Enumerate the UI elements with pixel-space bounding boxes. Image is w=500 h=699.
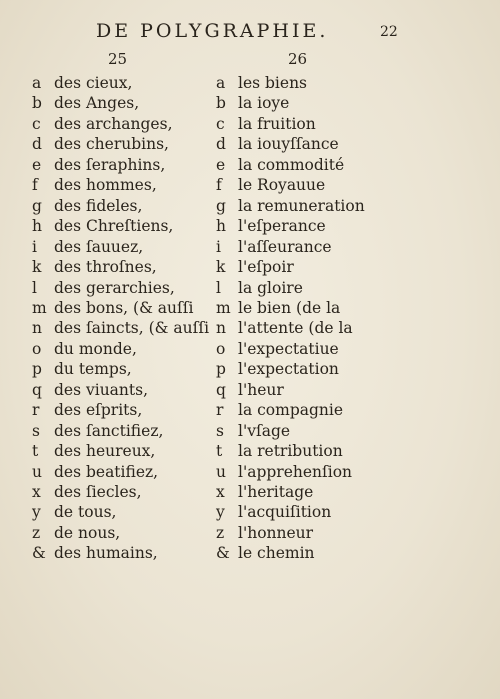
left-letter: x xyxy=(32,483,41,501)
left-letter: g xyxy=(32,196,42,215)
table-row xyxy=(0,155,500,175)
right-letter: n xyxy=(216,319,226,338)
left-letter: n xyxy=(32,319,42,338)
table-row xyxy=(0,114,500,134)
right-text: la iouyſſance xyxy=(238,135,339,154)
left-letter: o xyxy=(32,339,42,358)
table-row xyxy=(0,482,500,502)
left-text: des gerarchies, xyxy=(54,278,175,297)
right-letter: & xyxy=(216,544,230,563)
table-row xyxy=(0,298,500,318)
table-row xyxy=(0,380,500,400)
right-text: la commodité xyxy=(238,155,345,174)
left-text: des heureux, xyxy=(54,442,156,461)
right-letter: b xyxy=(216,94,226,113)
table-row xyxy=(0,441,500,461)
left-text: des ſaincts, (& auſſi xyxy=(54,319,210,338)
right-text: l'honneur xyxy=(238,523,314,542)
right-text: la remuneration xyxy=(238,196,365,215)
left-letter: & xyxy=(32,544,46,563)
left-letter: h xyxy=(32,217,42,236)
table-row xyxy=(0,73,500,93)
left-text: des cherubins, xyxy=(54,135,169,154)
left-letter: z xyxy=(32,523,41,542)
right-letter: p xyxy=(216,360,226,379)
left-letter: q xyxy=(32,380,42,399)
left-letter: t xyxy=(32,442,39,461)
left-text: des Anges, xyxy=(54,94,140,113)
right-letter: o xyxy=(216,339,226,358)
table-row xyxy=(0,93,500,113)
right-text: l'eſperance xyxy=(238,217,326,236)
left-text: des beatifiez, xyxy=(54,462,159,481)
table-row xyxy=(0,523,500,543)
right-text: l'expectatiue xyxy=(238,339,339,358)
right-text: la fruition xyxy=(238,114,316,133)
right-letter: q xyxy=(216,380,226,399)
left-letter: u xyxy=(32,462,42,481)
left-text: des ſiecles, xyxy=(54,483,142,501)
table-row xyxy=(0,339,500,359)
right-text: la compagnie xyxy=(238,401,344,420)
right-text: l'heur xyxy=(238,380,284,399)
right-letter: x xyxy=(216,483,225,501)
table-row xyxy=(0,462,500,482)
table-row xyxy=(0,359,500,379)
right-letter: d xyxy=(216,135,226,154)
left-text: des eſprits, xyxy=(54,401,143,420)
table-row xyxy=(0,134,500,154)
left-letter: l xyxy=(32,278,37,297)
table-row xyxy=(0,257,500,277)
left-letter: i xyxy=(32,237,37,256)
left-text: des Chreſtiens, xyxy=(54,217,174,236)
right-letter: a xyxy=(216,74,226,92)
right-text: le bien (de la xyxy=(238,298,341,317)
right-text: l'apprehenſion xyxy=(238,462,353,481)
left-text: de nous, xyxy=(54,523,121,542)
right-letter: r xyxy=(216,401,224,420)
right-letter: u xyxy=(216,462,226,481)
right-letter: l xyxy=(216,278,221,297)
left-letter: r xyxy=(32,401,40,420)
right-text: la retribution xyxy=(238,442,343,461)
left-text: du temps, xyxy=(54,360,132,379)
right-letter: g xyxy=(216,196,226,215)
right-letter: e xyxy=(216,155,226,174)
left-text: des viuants, xyxy=(54,380,149,399)
right-letter: s xyxy=(216,421,224,440)
left-letter: f xyxy=(32,176,38,195)
table-row xyxy=(0,543,500,563)
table-row xyxy=(0,318,500,338)
right-text: l'heritage xyxy=(238,483,314,501)
left-column-number: 25 xyxy=(108,50,128,68)
right-text: l'eſpoir xyxy=(238,258,294,277)
left-text: des cieux, xyxy=(54,74,133,92)
right-text: l'aſſeurance xyxy=(238,237,332,256)
table-row xyxy=(0,196,500,216)
right-text: la ioye xyxy=(238,94,290,113)
left-text: des humains, xyxy=(54,544,158,563)
left-letter: k xyxy=(32,258,42,277)
right-column-number: 26 xyxy=(288,50,308,68)
left-letter: p xyxy=(32,360,42,379)
right-letter: z xyxy=(216,523,225,542)
left-letter: m xyxy=(32,298,47,317)
table-row xyxy=(0,237,500,257)
left-text: des archanges, xyxy=(54,114,173,133)
right-text: l'expectation xyxy=(238,360,339,379)
left-text: des fideles, xyxy=(54,196,143,215)
left-letter: d xyxy=(32,135,42,154)
left-letter: s xyxy=(32,421,40,440)
right-letter: y xyxy=(216,503,225,522)
running-head xyxy=(0,20,500,48)
left-text: des ſanctifiez, xyxy=(54,421,164,440)
right-letter: k xyxy=(216,258,226,277)
right-letter: i xyxy=(216,237,221,256)
left-text: des ſauuez, xyxy=(54,237,144,256)
right-text: les biens xyxy=(238,74,308,92)
page-title: DE POLYGRAPHIE. xyxy=(96,20,329,42)
left-letter: a xyxy=(32,74,42,92)
right-text: l'attente (de la xyxy=(238,319,353,338)
left-text: des bons, (& auſſi xyxy=(54,298,194,317)
right-letter: m xyxy=(216,298,231,317)
table-row xyxy=(0,216,500,236)
right-letter: t xyxy=(216,442,223,461)
left-letter: y xyxy=(32,503,41,522)
table-row xyxy=(0,421,500,441)
page-number: 22 xyxy=(380,24,398,40)
table-row xyxy=(0,502,500,522)
left-letter: b xyxy=(32,94,42,113)
right-text: la gloire xyxy=(238,278,303,297)
table-row xyxy=(0,175,500,195)
right-letter: f xyxy=(216,176,222,195)
left-text: des ſeraphins, xyxy=(54,155,166,174)
left-letter: c xyxy=(32,114,41,133)
right-letter: h xyxy=(216,217,226,236)
right-text: l'acquiſition xyxy=(238,503,332,522)
table-row xyxy=(0,278,500,298)
table-row xyxy=(0,400,500,420)
left-text: des hommes, xyxy=(54,176,157,195)
right-text: le chemin xyxy=(238,544,315,563)
left-text: du monde, xyxy=(54,339,137,358)
right-text: l'vſage xyxy=(238,421,291,440)
left-text: des throſnes, xyxy=(54,258,157,277)
left-letter: e xyxy=(32,155,42,174)
right-text: le Royauue xyxy=(238,176,326,195)
left-text: de tous, xyxy=(54,503,117,522)
right-letter: c xyxy=(216,114,225,133)
